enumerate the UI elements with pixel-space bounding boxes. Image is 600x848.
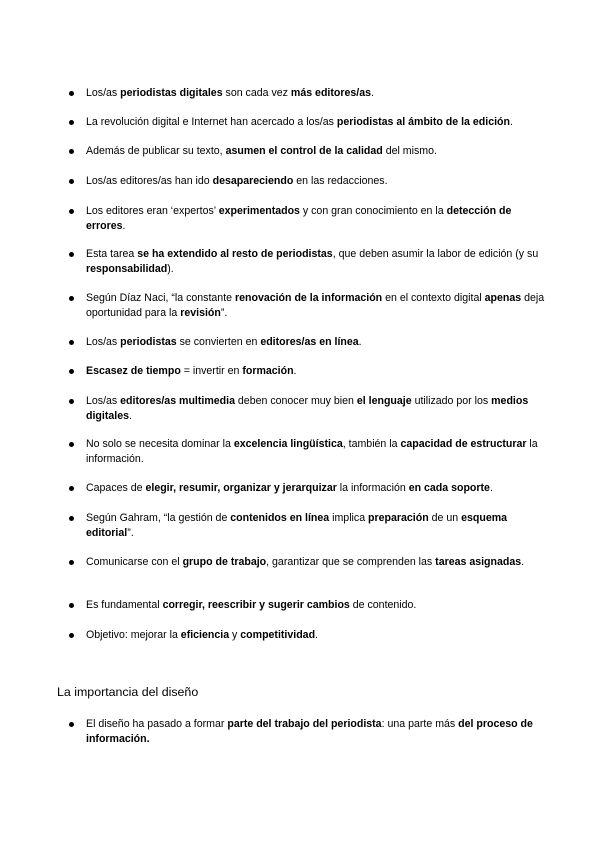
text-segment: Capaces de [86,482,146,494]
text-segment: . [521,556,525,568]
text-segment: de contenido. [349,599,417,611]
bold-text-segment: renovación de la información [234,292,383,304]
text-segment: ”. [220,307,228,319]
text-segment: . [509,116,513,128]
bullet-icon [69,340,74,345]
text-segment: . [489,482,493,494]
bold-text-segment: del proceso de información. [86,718,533,745]
bullet-icon [69,399,74,404]
bold-text-segment: formación [242,365,294,377]
bullet-icon [69,486,74,491]
list-item-text [86,628,546,643]
bold-text-segment: periodistas [120,336,177,348]
text-segment: del mismo. [382,145,437,157]
text-segment: Según Díaz Naci, “la constante [86,292,235,304]
bold-text-segment: se ha extendido al resto de periodistas [137,248,333,260]
bold-text-segment: parte del trabajo del periodista [227,718,382,730]
list-item-text [86,717,546,747]
bold-text-segment: elegir, resumir, organizar y jerarquizar [145,482,337,494]
bold-text-segment: competitividad [240,629,316,641]
bullet-icon [69,722,74,727]
bold-text-segment: excelencia lingüística [233,438,343,450]
text-segment: Comunicarse con el [86,556,183,568]
text-segment: de un [428,512,462,524]
bold-text-segment: editores/as en línea [260,336,359,348]
text-segment: la información [336,482,409,494]
text-segment: . [293,365,297,377]
section-heading: La importancia del diseño [57,685,199,699]
list-item-text [86,204,546,234]
bold-text-segment: apenas [484,292,522,304]
text-segment: Los/as editores/as han ido [86,175,213,187]
text-segment: , que deben asumir la labor de edición (y su [332,248,539,260]
bold-text-segment: corregir, reescribir y sugerir cambios [162,599,350,611]
text-segment: , también la [342,438,401,450]
list-item-text [86,555,546,570]
text-segment: y [229,629,241,641]
bullet-icon [69,209,74,214]
bold-text-segment: eficiencia [180,629,230,641]
text-segment: la información. [86,438,538,465]
bold-text-segment: el lenguaje [356,395,412,407]
bold-text-segment: contenidos en línea [230,512,330,524]
text-segment: . [315,629,318,641]
bold-text-segment: esquema editorial [86,512,508,539]
bullet-icon [69,91,74,96]
text-segment: , garantizar que se comprenden las [266,556,436,568]
list-item-text [86,86,546,101]
text-segment: son cada vez [222,87,291,99]
text-segment: Según Gahram, “la gestión de [86,512,231,524]
bullet-icon [69,179,74,184]
text-segment: Objetivo: mejorar la [86,629,181,641]
bold-text-segment: detección de errores [86,205,512,232]
bullet-icon [69,603,74,608]
bullet-icon [69,149,74,154]
bold-text-segment: experimentados [218,205,300,217]
bold-text-segment: asumen el control de la calidad [225,145,383,157]
text-segment: = invertir en [180,365,243,377]
text-segment: . [371,87,374,99]
list-item-text [86,511,546,541]
list-item-text [86,291,546,321]
text-segment: Los/as [86,395,121,407]
bold-text-segment: en cada soporte [408,482,490,494]
bold-text-segment: más editores/as [290,87,371,99]
bullet-icon [69,442,74,447]
bullet-icon [69,516,74,521]
bullet-icon [69,252,74,257]
text-segment: utilizado por los [411,395,492,407]
text-segment: ). [167,263,174,275]
bold-text-segment: medios digitales [86,395,529,422]
text-segment: Los/as [86,87,121,99]
list-item-text [86,174,546,189]
list-item-text [86,481,546,496]
bold-text-segment: desapareciendo [212,175,294,187]
bold-text-segment: editores/as multimedia [120,395,235,407]
bold-text-segment: responsabilidad [86,263,168,275]
text-segment: . [128,410,132,422]
bold-text-segment: preparación [368,512,429,524]
list-item-text [86,598,546,613]
bullet-icon [69,369,74,374]
bold-text-segment: grupo de trabajo [182,556,267,568]
bold-text-segment: Escasez de tiempo [86,365,181,377]
text-segment: y con gran conocimiento en la [299,205,447,217]
text-segment: Además de publicar su texto, [86,145,226,157]
text-segment: ”. [127,527,134,539]
list-item-text [86,335,546,350]
text-segment: deja oportunidad para la [86,292,545,319]
bullet-icon [69,296,74,301]
text-segment: se convierten en [176,336,261,348]
list-item-text [86,364,546,379]
bold-text-segment: periodistas digitales [120,87,223,99]
list-item-text [86,115,546,130]
bold-text-segment: tareas asignadas [435,556,522,568]
text-segment: El diseño ha pasado a formar [86,718,228,730]
text-segment: No solo se necesita dominar la [86,438,234,450]
text-segment: . [122,220,126,232]
text-segment: La revolución digital e Internet han acercado a los/as [86,116,337,128]
text-segment: Esta tarea [86,248,138,260]
list-item-text [86,144,546,159]
text-segment: Los editores eran ‘expertos’ [86,205,219,217]
bullet-icon [69,120,74,125]
bold-text-segment: periodistas al ámbito de la edición [336,116,510,128]
text-segment: deben conocer muy bien [234,395,357,407]
bold-text-segment: capacidad de estructurar [400,438,527,450]
bullet-icon [69,560,74,565]
bullet-icon [69,633,74,638]
text-segment: . [358,336,362,348]
text-segment: Los/as [86,336,121,348]
bold-text-segment: revisión [180,307,221,319]
list-item-text [86,247,546,277]
text-segment: en el contexto digital [382,292,485,304]
text-segment: : una parte más [381,718,459,730]
text-segment: en las redacciones. [293,175,388,187]
text-segment: Es fundamental [86,599,163,611]
text-segment: implica [329,512,369,524]
list-item-text [86,437,546,467]
list-item-text [86,394,546,424]
